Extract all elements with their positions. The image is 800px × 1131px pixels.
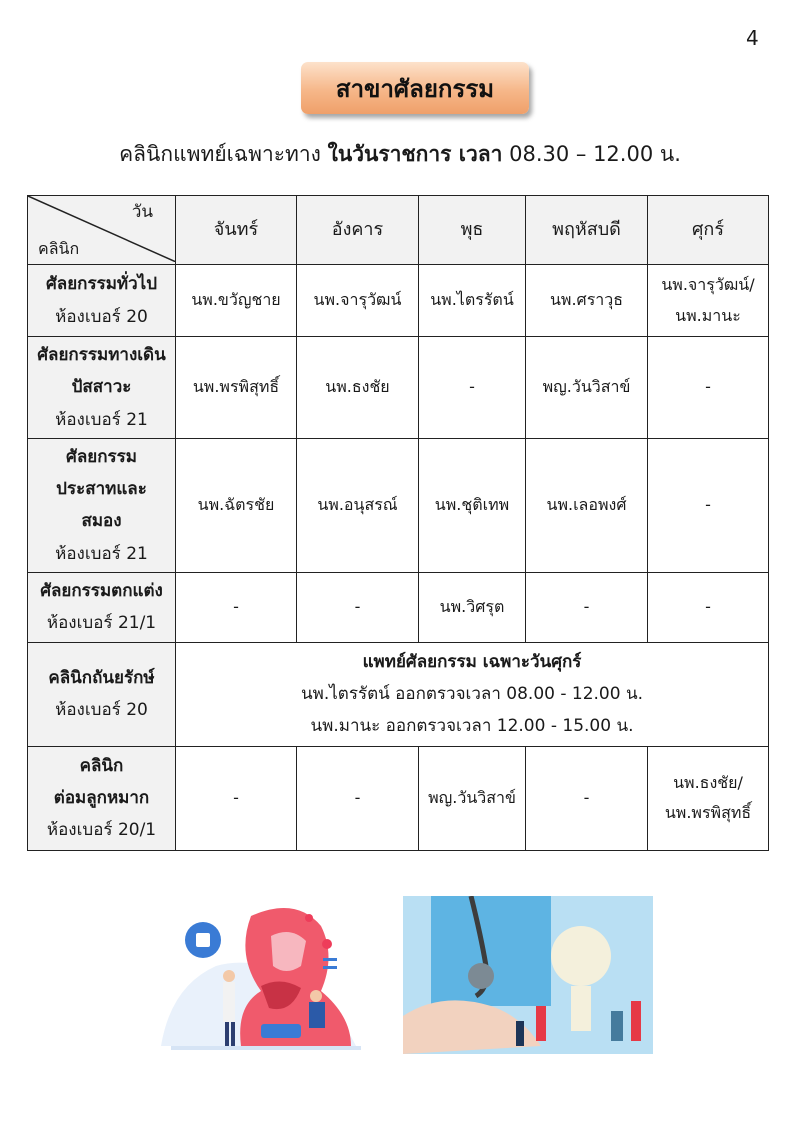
doctor-cell — [297, 438, 419, 572]
cell-line: - — [354, 597, 361, 617]
cell-line: - — [583, 787, 590, 807]
clinic-name — [31, 339, 172, 404]
cell-line: - — [583, 597, 590, 617]
cell-line: - — [705, 495, 711, 515]
cell-line: พญ.วันวิสาข์ — [542, 377, 631, 397]
doctor-cell — [297, 573, 419, 643]
section-title: สาขาศัลยกรรม — [301, 62, 529, 114]
cell-line: พญ.วันวิสาข์ — [428, 787, 516, 807]
clinic-name: คลินิกถันยรักษ์ — [48, 667, 155, 688]
cell-line: - — [705, 377, 711, 397]
doctor-cell — [419, 265, 526, 337]
cell-line: นพ.ธงชัย/ — [673, 772, 743, 792]
clinic-name — [31, 575, 172, 607]
cell-line: คลินิก — [79, 755, 124, 776]
room-number: ห้องเบอร์ 21/1 — [46, 613, 157, 634]
cell-line: นพ.วิศรุต — [439, 597, 505, 617]
cell-line: นพ.จารุวัฒน์/ — [661, 275, 755, 295]
room-number: ห้องเบอร์ 20 — [55, 700, 148, 721]
cell-line: นพ.อนุสรณ์ — [317, 495, 398, 515]
cell-line: นพ.ชุติเทพ — [434, 495, 510, 515]
cell-line: - — [233, 597, 239, 617]
room-number: ห้องเบอร์ 20/1 — [46, 820, 157, 841]
corner-header — [28, 196, 176, 265]
doctor-cell — [297, 265, 419, 337]
cell-line: นพ.ศราวุธ — [549, 290, 624, 310]
cell-line: ศัลยกรรมทางเดิน — [37, 345, 166, 365]
table-row — [28, 746, 769, 850]
subtitle-bold: ในวันราชการ เวลา — [327, 142, 503, 166]
cell-line: นพ.ฉัตรชัย — [197, 495, 275, 515]
subtitle-time: 08.30 – 12.00 น. — [509, 142, 681, 166]
cell-line: ศัลยกรรม — [66, 446, 137, 467]
cell-line: นพ.พรพิสุทธิ์ — [664, 803, 752, 823]
doctor-cell — [648, 265, 769, 337]
cell-line: ศัลยกรรมทั่วไป — [45, 274, 158, 295]
note-heading: แพทย์ศัลยกรรม เฉพาะวันศุกร์ — [362, 651, 582, 672]
doctor-cell — [176, 746, 297, 850]
cell-line: นพ.เลอพงศ์ — [546, 495, 627, 515]
clinic-name-cell — [28, 438, 176, 572]
doctor-cell — [526, 746, 648, 850]
room-number: ห้องเบอร์ 20 — [55, 306, 148, 327]
clinic-name-cell — [28, 573, 176, 643]
note-line: นพ.มานะ ออกตรวจเวลา 12.00 - 15.00 น. — [310, 716, 634, 737]
doctor-cell — [648, 746, 769, 850]
cell-line: ต่อมลูกหมาก — [53, 788, 150, 809]
note-line: นพ.ไตรรัตน์ ออกตรวจเวลา 08.00 - 12.00 น. — [301, 684, 643, 705]
cell-line: นพ.ขวัญชาย — [191, 290, 281, 310]
cell-line: นพ.ไตรรัตน์ — [430, 290, 514, 310]
day-header: จันทร์ — [176, 196, 297, 265]
cell-line: ประสาทและ — [56, 479, 147, 500]
day-header: พุธ — [419, 196, 526, 265]
doctor-cell — [648, 438, 769, 572]
doctor-cell — [176, 438, 297, 572]
clinic-name-cell — [28, 337, 176, 439]
header-row — [28, 196, 769, 265]
cell-line: นพ.จารุวัฒน์ — [313, 290, 402, 310]
table-row — [28, 337, 769, 439]
schedule-subtitle — [0, 138, 800, 171]
doctor-cell — [526, 337, 648, 439]
clinic-name — [31, 441, 172, 538]
cell-line: - — [469, 377, 475, 397]
day-header: ศุกร์ — [648, 196, 769, 265]
doctor-cell — [419, 746, 526, 850]
clinic-name-cell — [28, 642, 176, 746]
clinic-schedule-table — [27, 195, 769, 851]
friday-surgeon-note — [176, 642, 769, 746]
table-row — [28, 573, 769, 643]
page-number: 4 — [746, 26, 759, 50]
doctor-cell — [526, 573, 648, 643]
doctor-cell — [419, 573, 526, 643]
subtitle-plain: คลินิกแพทย์เฉพาะทาง — [119, 142, 321, 166]
table-row — [28, 642, 769, 746]
cell-line: - — [705, 597, 711, 617]
doctor-cell — [419, 337, 526, 439]
clinic-name — [31, 750, 172, 815]
doctor-cell — [526, 438, 648, 572]
cell-line: - — [354, 787, 361, 807]
doctor-cell — [648, 573, 769, 643]
medical-illustration — [141, 896, 653, 1054]
clinic-name — [31, 268, 172, 300]
table-row — [28, 265, 769, 337]
cell-line: นพ.มานะ — [675, 305, 741, 325]
clinic-name-cell — [28, 746, 176, 850]
cell-line: ปัสสาวะ — [71, 377, 132, 398]
day-header: อังคาร — [297, 196, 419, 265]
cell-line: สมอง — [81, 511, 122, 532]
room-number: ห้องเบอร์ 21 — [55, 409, 148, 430]
room-number: ห้องเบอร์ 21 — [55, 543, 148, 564]
cell-line: ศัลยกรรมตกแต่ง — [40, 581, 163, 602]
doctor-cell — [176, 337, 297, 439]
day-header: พฤหัสบดี — [526, 196, 648, 265]
table-row — [28, 438, 769, 572]
doctor-cell — [648, 337, 769, 439]
cell-line: นพ.ธงชัย — [325, 377, 390, 397]
clinic-name-cell — [28, 265, 176, 337]
doctor-cell — [176, 265, 297, 337]
cell-line: - — [233, 787, 239, 807]
corner-day-label: วัน — [131, 202, 153, 222]
doctor-cell — [176, 573, 297, 643]
doctor-cell — [419, 438, 526, 572]
corner-clinic-label: คลินิก — [38, 238, 80, 258]
doctor-cell — [297, 746, 419, 850]
cell-line: นพ.พรพิสุทธิ์ — [192, 377, 280, 397]
doctor-cell — [297, 337, 419, 439]
doctor-cell — [526, 265, 648, 337]
